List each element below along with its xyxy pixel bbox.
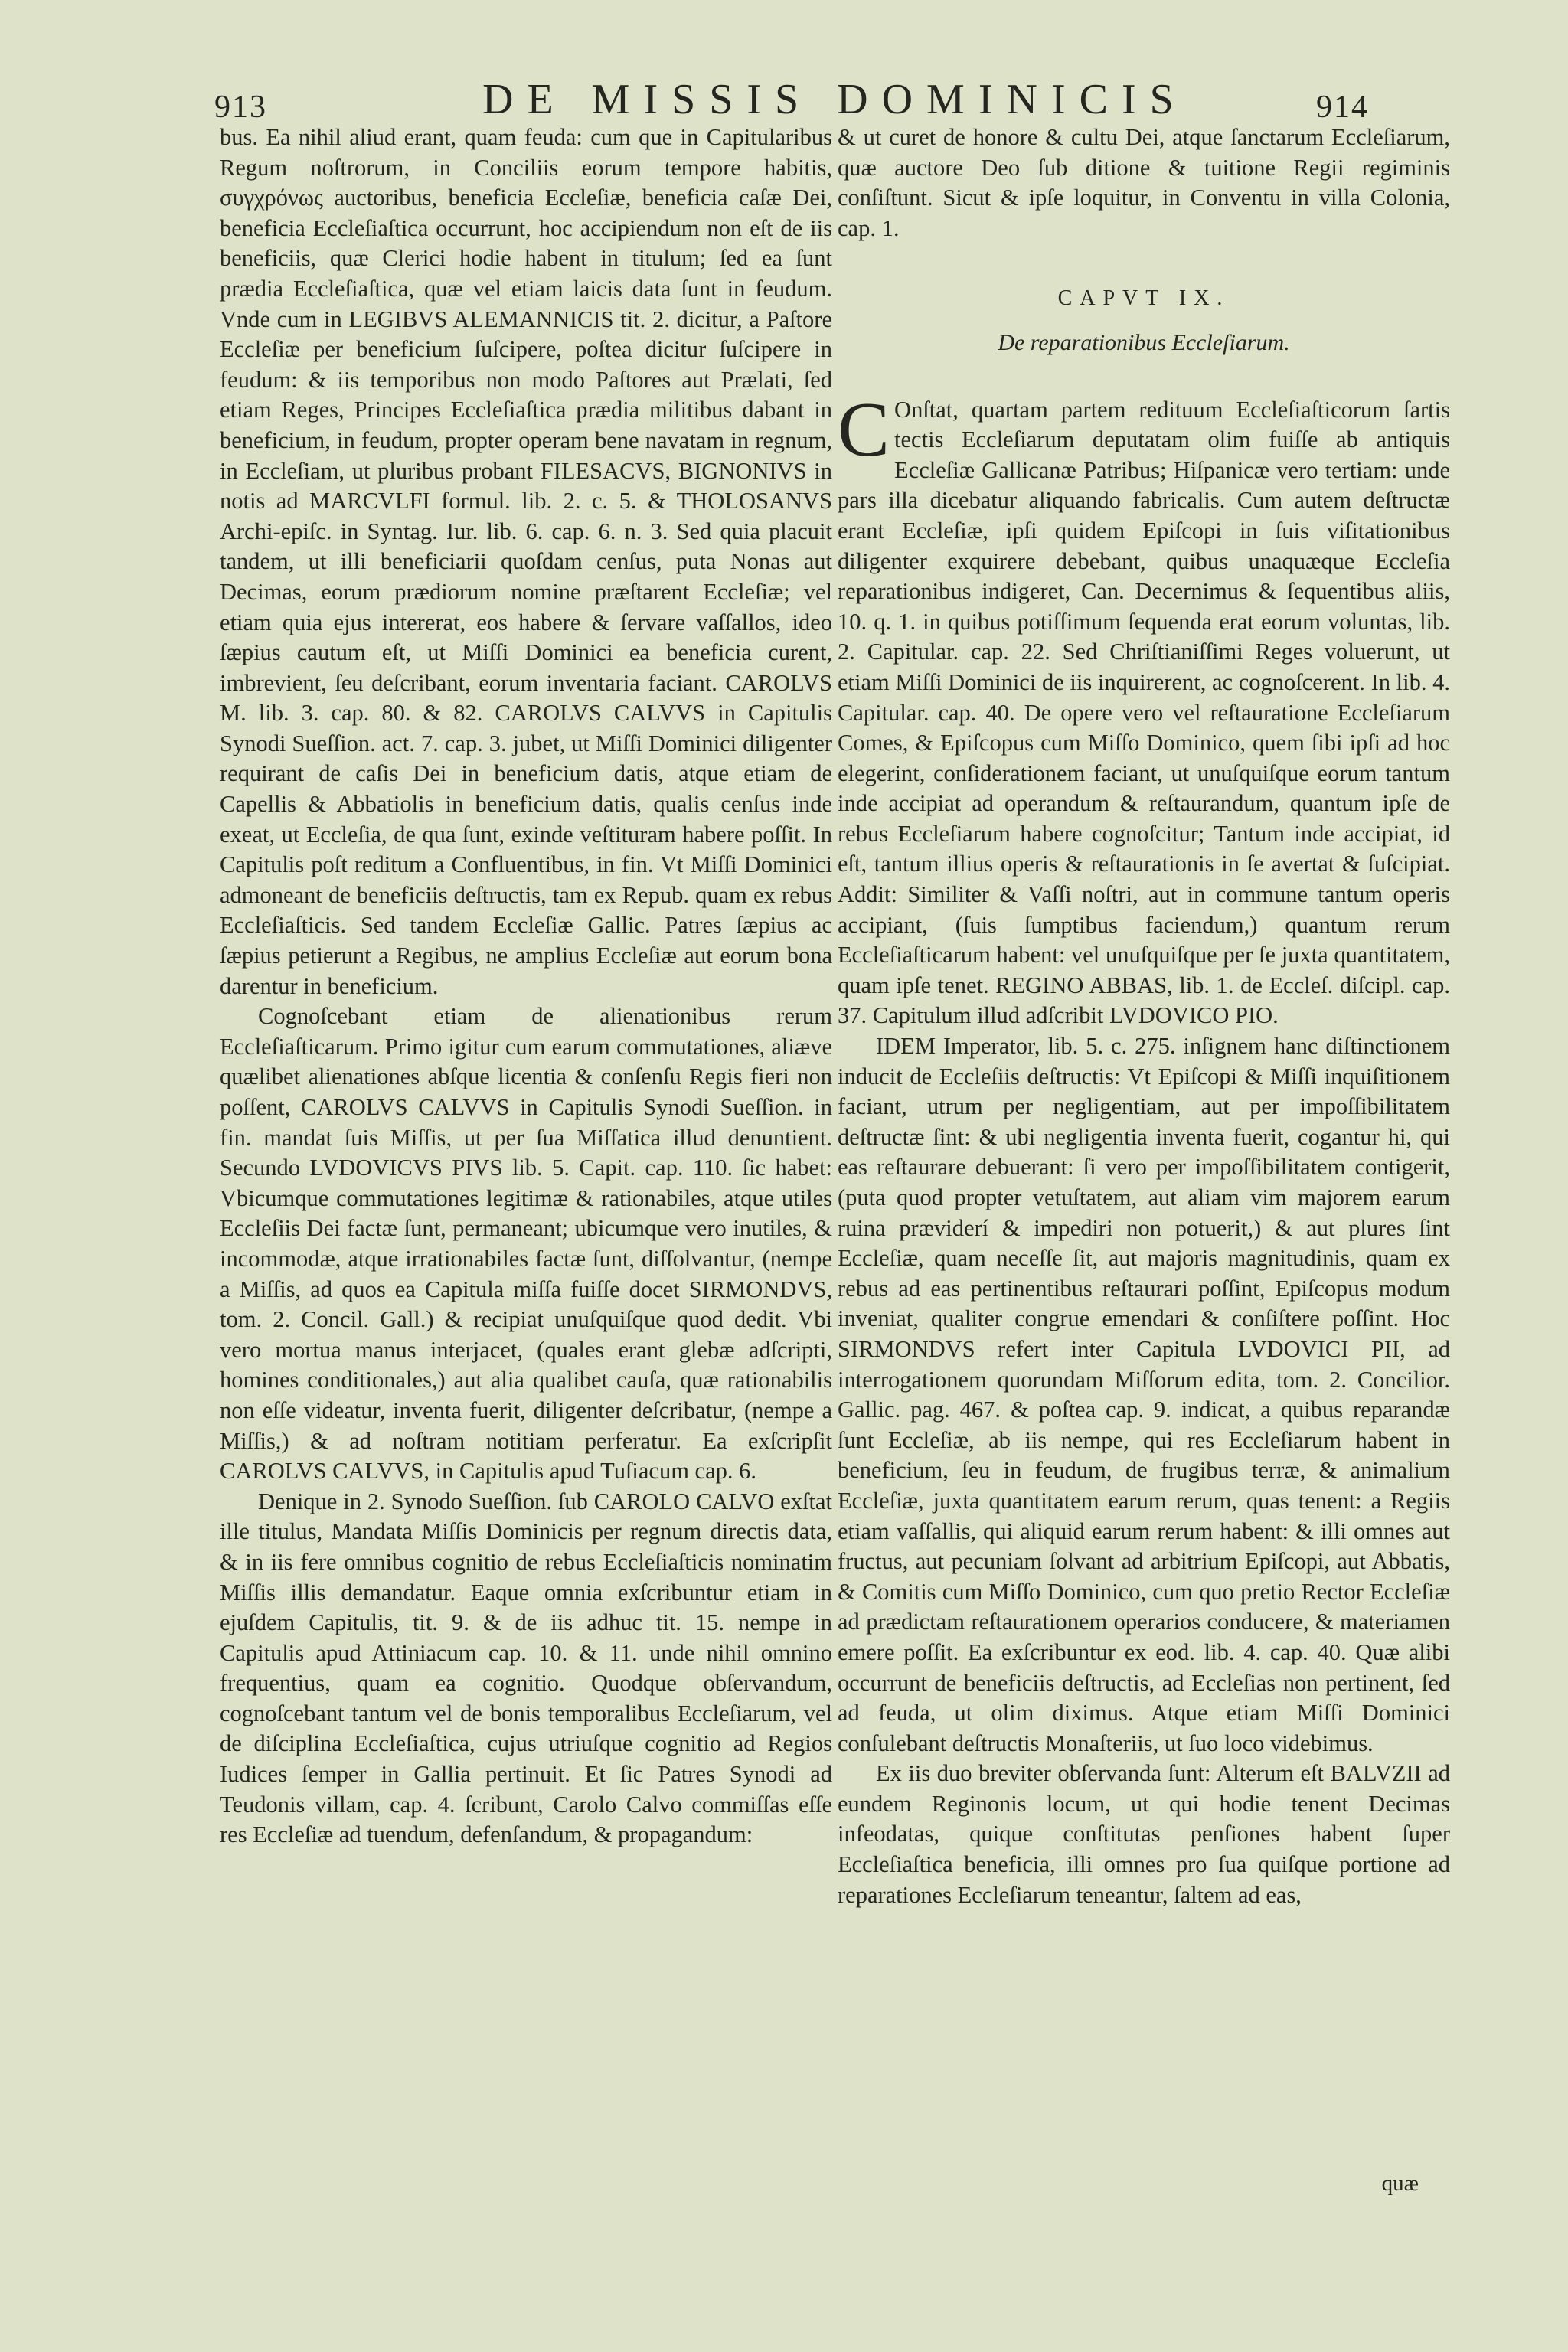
catchword: quæ <box>1381 2171 1419 2196</box>
right-column <box>838 122 1450 1910</box>
right-paragraph-4: Ex iis duo breviter obſervanda ſunt: Alterum eſt BALVZII ad eundem Reginonis locum, ut qui hodie tenent Decimas infeodatas, quique conſtitutas penſiones habent ſuper Eccleſiaſtica beneficia, illi omnes pro ſua quiſque portione ad reparationes Eccleſiarum teneantur, ſaltem ad eas, <box>838 1760 1450 1908</box>
page-number-right: 914 <box>1316 90 1369 125</box>
page-header <box>191 75 1415 129</box>
chapter-subtitle: De reparationibus Eccleſiarum. <box>998 329 1290 355</box>
left-paragraph-3: Denique in 2. Synodo Sueſſion. ſub CAROLO CALVO exſtat ille titulus, Mandata Miſſis Dominicis per regnum directis data, & in iis fere omnibus cognitio de rebus Eccleſiaſticis nominatim Miſſis illis demandatur. Eaque omnia exſcribuntur etiam in ejuſdem Capitulis, tit. 9. & de iis adhuc tit. 15. nempe in Capitulis apud Attiniacum cap. 10. & 11. unde nihil omnino frequentius, quam ea cognitio. Quodque obſervandum, cognoſcebant tantum vel de bonis temporalibus Eccleſiarum, vel de diſciplina Eccleſiaſtica, cujus utriuſque cognitio ad Regios Iudices ſemper in Gallia pertinuit. Et ſic Patres Synodi ad Teudonis villam, cap. 4. ſcribunt, Carolo Calvo commiſſas eſſe res Eccleſiæ ad tuendum, defenſandum, & propagandum: <box>220 1488 832 1848</box>
right-paragraph-1: & ut curet de honore & cultu Dei, atque ſanctarum Eccleſiarum, quæ auctore Deo ſub ditione & tuitione Regii regiminis conſiſtunt. Sicut & ipſe loquitur, in Conventu in villa Colonia, cap. 1. <box>838 124 1450 241</box>
left-paragraph-1: bus. Ea nihil aliud erant, quam feuda: cum que in Capitularibus Regum noſtrorum, in Conciliis eorum tempore habitis, συγχρόνως auctoribus, beneficia Eccleſiæ, beneficia caſæ Dei, beneficia Eccleſiaſtica occurrunt, hoc accipiendum non eſt de iis beneficiis, quæ Clerici hodie habent in titulum; ſed ea ſunt prædia Eccleſiaſtica, quæ vel etiam laicis data ſunt in feudum. Vnde cum in LEGIBVS ALEMANNICIS tit. 2. dicitur, a Paſtore Eccleſiæ per beneficium ſuſcipere, poſtea dicitur ſuſcipere in feudum: & iis temporibus non modo Paſtores aut Prælati, ſed etiam Reges, Principes Eccleſiaſtica prædia militibus dabant in beneficium, in feudum, propter operam bene navatam in regnum, in Eccleſiam, ut pluribus probant FILESACVS, BIGNONIVS in notis ad MARCVLFI formul. lib. 2. c. 5. & THOLOSANVS Archi-epiſc. in Syntag. Iur. lib. 6. cap. 6. n. 3. Sed quia placuit tandem, ut illi beneficiarii quoſdam cenſus, puta Nonas aut Decimas, eorum prædiorum nomine præſtarent Eccleſiæ; vel etiam quia ejus intererat, eos habere & ſervare vaſſallos, ideo ſæpius cautum eſt, ut Miſſi Dominici ea beneficia curent, imbrevient, ſeu deſcribant, eorum inventaria faciant. CAROLVS M. lib. 3. cap. 80. & 82. CAROLVS CALVVS in Capitulis Synodi Sueſſion. act. 7. cap. 3. jubet, ut Miſſi Dominici diligenter requirant de caſis Dei in beneficium datis, atque etiam de Capellis & Abbatiolis in beneficium datis, qualis cenſus inde exeat, ut Eccleſia, de qua ſunt, exinde veſtituram habere poſſit. In Capitulis poſt reditum a Confluentibus, in fin. Vt Miſſi Dominici admoneant de beneficiis deſtructis, tam ex Repub. quam ex rebus Eccleſiaſticis. Sed tandem Eccleſiæ Gallic. Patres ſæpius ac ſæpius petierunt a Regibus, ne amplius Eccleſiæ aut eorum bona darentur in beneficium. <box>220 124 832 999</box>
left-paragraph-2: Cognoſcebant etiam de alienationibus rerum Eccleſiaſticarum. Primo igitur cum earum commutationes, aliæve quælibet alienationes abſque licentia & conſenſu Regis fieri non poſſent, CAROLVS CALVVS in Capitulis Synodi Sueſſion. in fin. mandat ſuis Miſſis, ut per ſua Miſſatica illud denuntient. Secundo LVDOVICVS PIVS lib. 5. Capit. cap. 110. ſic habet: Vbicumque commutationes legitimæ & rationabiles, atque utiles Eccleſiis Dei factæ ſunt, permaneant; ubicumque vero inutiles, & incommodæ, atque irrationabiles factæ ſunt, diſſolvantur, (nempe a Miſſis, ad quos ea Capitula miſſa fuiſſe docet SIRMONDVS, tom. 2. Concil. Gall.) & recipiat unuſquiſque quod dedit. Vbi vero mortua manus interjacet, (quales erant glebæ adſcripti, homines conditionales,) aut alia qualibet cauſa, quæ rationabilis non eſſe videatur, inventa fuerit, diligenter deſcribatur, (nempe a Miſſis,) & ad noſtram notitiam perferatur. Ea exſcripſit CAROLVS CALVVS, in Capitulis apud Tuſiacum cap. 6. <box>220 1003 832 1485</box>
right-paragraph-3: IDEM Imperator, lib. 5. c. 275. inſignem hanc diſtinctionem inducit de Eccleſiis deſtructis: Vt Epiſcopi & Miſſi inquiſitionem faciant, utrum per negligentiam, aut per impoſſibilitatem deſtructæ ſint: & ubi negligentia inventa fuerit, cogantur hi, qui eas reſtaurare debuerant: ſi vero per impoſſibilitatem contigerit, (puta quod propter vetuſtatem, aut aliam vim majorem earum ruina præviderí & impediri non potuerit,) & aut plures ſint Eccleſiæ, quam neceſſe ſit, aut majoris magnitudinis, quam ex rebus ad eas pertinentibus reſtaurari poſſint, Epiſcopus modum inveniat, qualiter congrue emendari & conſiſtere poſſint. Hoc SIRMONDVS refert inter Capitula LVDOVICI PII, ad interrogationem quorundam Miſſorum edita, tom. 2. Concilior. Gallic. pag. 467. & poſtea cap. 9. indicat, a quibus reparandæ ſunt Eccleſiæ, ab iis nempe, qui res Eccleſiarum habent in beneficium, ſeu in feudum, de frugibus terræ, & animalium Eccleſiæ, juxta quantitatem earum rerum, quas tenent: a Regiis etiam vaſſallis, qui aliquid earum rerum habent: & illi omnes aut fructus, aut pecuniam ſolvant ad arbitrium Epiſcopi, aut Abbatis, & Comitis cum Miſſo Dominico, cum quo pretio Rector Eccleſiæ ad prædictam reſtaurationem operarios conducere, & materiamen emere poſſit. Ea exſcribuntur ex eod. lib. 4. cap. 40. Quæ alibi occurrunt de beneficiis deſtructis, ad Eccleſias non pertinent, ſed ad feuda, ut olim diximus. Atque etiam Miſſi Dominici conſulebant deſtructis Monaſteriis, ut ſuo loco videbimus. <box>838 1033 1450 1756</box>
running-title: DE MISSIS DOMINICIS <box>482 76 1187 123</box>
left-column <box>220 122 832 1851</box>
chapter-heading: CAPVT IX. <box>1057 286 1230 311</box>
right-paragraph-2: COnſtat, quartam partem redituum Eccleſiaſticorum ſartis tectis Eccleſiarum deputatam olim fuiſſe ab antiquis Eccleſiæ Gallicanæ Patribus; Hiſpanicæ vero tertiam: unde pars illa dicebatur aliquando fabricalis. Cum autem deſtructæ erant Eccleſiæ, ipſi quidem Epiſcopi in ſuis viſitationibus diligenter exquirere debebant, quibus unaquæque Eccleſia reparationibus indigeret, Can. Decernimus & ſequentibus aliis, 10. q. 1. in quibus potiſſimum ſequenda erat eorum voluntas, lib. 2. Capitular. cap. 22. Sed Chriſtianiſſimi Reges voluerunt, ut etiam Miſſi Dominici de iis inquirerent, ac cognoſcerent. In lib. 4. Capitular. cap. 40. De opere vero vel reſtauratione Eccleſiarum Comes, & Epiſcopus cum Miſſo Dominico, quem ſibi ipſi ad hoc elegerint, conſiderationem faciant, ut unuſquiſque eorum tantum inde accipiat ad operandum & reſtaurandum, quantum ipſe de rebus Eccleſiarum habere cognoſcitur; Tantum inde accipiat, id eſt, tantum illius operis & reſtaurationis in ſe avertat & ſuſcipiat. Addit: Similiter & Vaſſi noſtri, aut in commune tantum operis accipiant, (ſuis ſumptibus faciendum,) quantum rerum Eccleſiaſticarum habent: vel unuſquiſque per ſe juxta quantitatem, quam ipſe tenet. REGINO ABBAS, lib. 1. de Eccleſ. diſcipl. cap. 37. Capitulum illud adſcribit LVDOVICO PIO. <box>838 386 1450 1029</box>
page-number-left: 913 <box>214 90 267 125</box>
